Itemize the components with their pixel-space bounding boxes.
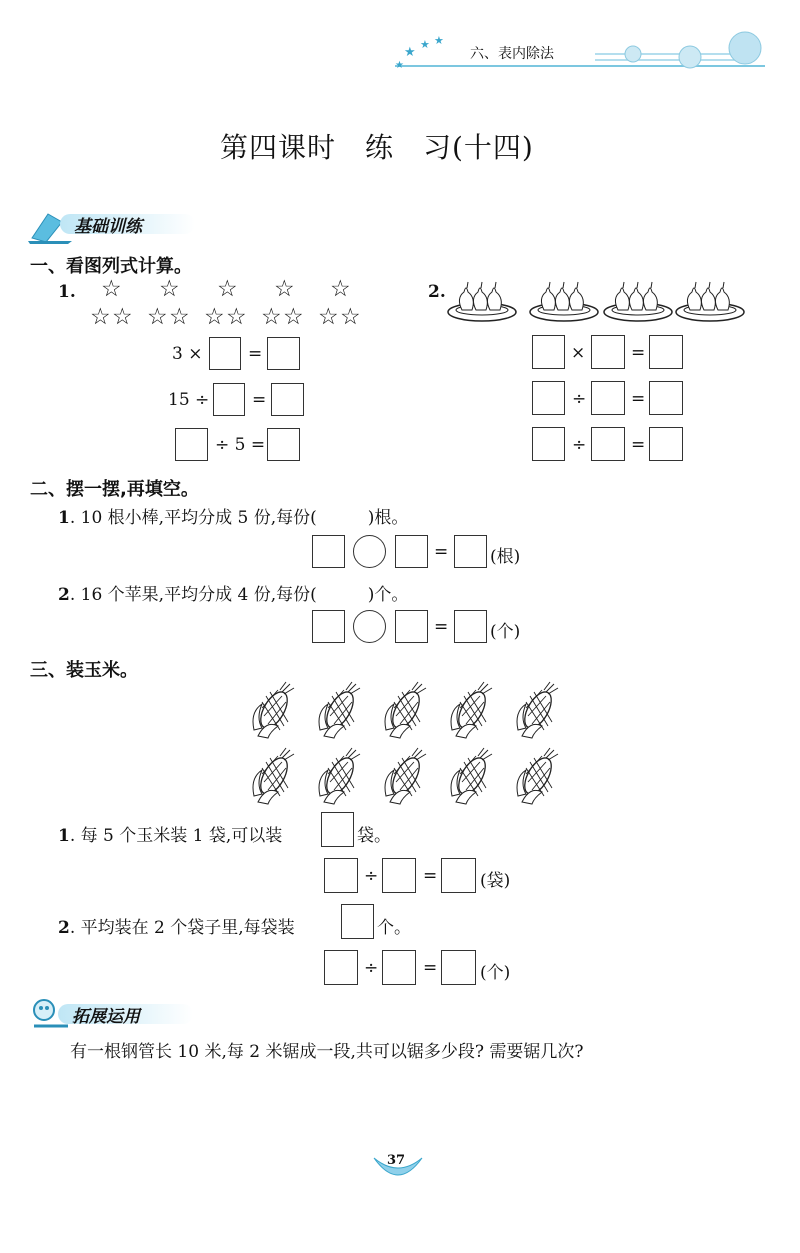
q2-eq1-eq: = [631,343,646,363]
answer-box[interactable] [209,337,241,370]
answer-box[interactable] [324,950,358,985]
section2-heading: 二、摆一摆,再填空。 [30,479,199,500]
extend-problem: 有一根钢管长 10 米,每 2 米锯成一段,共可以锯多少段? 需要锯几次? [70,1042,584,1062]
star-icon: ☆ [112,304,133,330]
star-icon: ☆ [159,276,180,302]
s2-q1-number: 1 [58,508,70,528]
star-icon: ☆ [90,304,111,330]
section3-heading: 三、装玉米。 [30,660,138,681]
s2-q2 [58,580,408,605]
answer-box[interactable] [382,950,416,985]
s3-q1-div: ÷ [364,866,379,886]
q2-eq1-op: × [571,343,586,363]
star-icon: ☆ [147,304,168,330]
answer-box[interactable] [175,428,208,461]
s3-q1-number: 1 [58,826,70,846]
header-decoration-svg [390,30,770,75]
star-icon: ☆ [330,276,351,302]
s2-q1-unit: (根) [490,547,521,567]
answer-box[interactable] [271,383,304,416]
q1-eq2-op: 15 ÷ [168,390,210,410]
q1-eq3-op: ÷ 5 = [215,435,266,455]
s2-q2-number: 2 [58,585,70,605]
answer-box[interactable] [324,858,358,893]
answer-box[interactable] [532,381,565,415]
s3-q1-unit: (袋) [480,871,511,891]
star-icon: ☆ [274,276,295,302]
answer-box[interactable] [454,535,487,568]
answer-box[interactable] [312,535,345,568]
answer-box[interactable] [395,610,428,643]
svg-text:★: ★ [404,45,416,60]
answer-box[interactable] [267,337,300,370]
answer-box[interactable] [441,858,476,893]
star-icon: ☆ [318,304,339,330]
answer-box[interactable] [591,335,625,369]
page-title: 第四课时 练 习(十四) [220,131,534,164]
answer-box[interactable] [591,381,625,415]
answer-box[interactable] [341,904,374,939]
answer-box[interactable] [382,858,416,893]
s2-q2-text: . 16 个苹果,平均分成 4 份,每份( )个。 [69,585,409,605]
star-icon: ☆ [217,276,238,302]
s2-q1-text: . 10 根小棒,平均分成 5 份,每份( )根。 [69,508,409,528]
s3-q1-eq: = [423,866,438,886]
basic-training-tag: 基础训练 [74,217,142,237]
corn-grid [248,678,578,813]
section1-heading: 一、看图列式计算。 [30,256,192,277]
star-icon: ☆ [261,304,282,330]
s3-q2-number: 2 [58,918,70,938]
star-icon: ☆ [283,304,304,330]
page-number: 37 [387,1153,406,1168]
star-icon: ☆ [226,304,247,330]
star-icon: ☆ [340,304,361,330]
s3-q1-text-b: 袋。 [357,826,391,846]
q2-eq3-op: ÷ [572,435,587,455]
answer-box[interactable] [441,950,476,985]
q1-number: 1. [58,282,76,302]
answer-box[interactable] [649,427,683,461]
s3-q2-div: ÷ [364,958,379,978]
header-decoration [390,30,770,75]
s3-q2-text-a: . 平均装在 2 个袋子里,每袋装 [69,918,295,938]
s3-q2-text-b: 个。 [377,918,411,938]
answer-box[interactable] [267,428,300,461]
q2-eq3-eq: = [631,435,646,455]
answer-box[interactable] [321,812,354,847]
chapter-title: 六、表内除法 [470,46,554,62]
extend-tag: 拓展运用 [72,1007,140,1027]
q1-eq2-eq: = [252,390,267,410]
answer-box[interactable] [649,381,683,415]
answer-box[interactable] [649,335,683,369]
pear-plates [446,272,786,324]
s2-q2-eq: = [434,617,449,637]
answer-box[interactable] [532,335,565,369]
star-icon: ☆ [169,304,190,330]
q2-eq2-eq: = [631,389,646,409]
star-icon: ☆ [101,276,122,302]
operator-circle[interactable] [353,535,386,568]
svg-text:★: ★ [434,34,444,47]
s3-q1-text-a: . 每 5 个玉米装 1 袋,可以装 [69,826,283,846]
pear-plate [448,282,516,321]
s3-q2-eq: = [423,958,438,978]
s3-q2-unit: (个) [480,963,511,983]
s2-q2-unit: (个) [490,622,521,642]
operator-circle[interactable] [353,610,386,643]
s2-q1 [58,503,408,528]
answer-box[interactable] [591,427,625,461]
star-icon: ☆ [204,304,225,330]
q1-eq1-eq: = [248,344,263,364]
svg-text:★: ★ [395,60,404,71]
svg-text:★: ★ [420,38,430,51]
q2-eq2-op: ÷ [572,389,587,409]
answer-box[interactable] [395,535,428,568]
answer-box[interactable] [454,610,487,643]
s3-q1 [58,821,282,846]
answer-box[interactable] [312,610,345,643]
answer-box[interactable] [213,383,245,416]
q1-eq1-op: 3 × [172,344,203,364]
s2-q1-eq: = [434,542,449,562]
q2-number: 2. [428,282,446,302]
s3-q2 [58,913,295,938]
answer-box[interactable] [532,427,565,461]
